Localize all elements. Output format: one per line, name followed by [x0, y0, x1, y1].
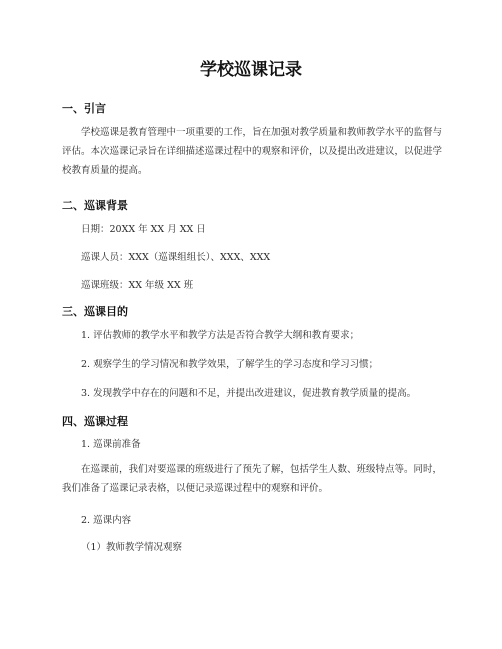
- process-step-2: 2. 巡课内容: [81, 515, 132, 526]
- section-heading-intro: 一、引言: [62, 102, 106, 115]
- document-title: 学校巡课记录: [200, 60, 302, 80]
- purpose-item-1: 1. 评估教师的教学水平和教学方法是否符合教学大纲和教育要求；: [81, 330, 360, 341]
- background-staff: 巡课人员：XXX（巡课组组长）、XXX、XXX: [81, 252, 271, 263]
- background-class: 巡课班级：XX 年级 XX 班: [81, 280, 194, 291]
- background-date: 日期：20XX 年 XX 月 XX 日: [81, 224, 206, 235]
- intro-paragraph: 学校巡课是教育管理中一项重要的工作，旨在加强对教学质量和教师教学水平的监督与评估。本次巡课记录旨在详细描述巡课过程中的观察和评价，以及提出改进建议，以促进学校教育质量的提高。: [62, 127, 443, 176]
- purpose-item-2: 2. 观察学生的学习情况和教学效果，了解学生的学习态度和学习习惯；: [81, 359, 379, 370]
- section-heading-process: 四、巡课过程: [62, 415, 128, 428]
- process-paragraph: 在巡课前，我们对要巡课的班级进行了预先了解，包括学生人数、班级特点等。同时，我们准备了巡课记录表格，以便记录巡课过程中的观察和评价。: [62, 464, 443, 494]
- process-sub-item-1: （1）教师教学情况观察: [81, 542, 183, 553]
- section-heading-background: 二、巡课背景: [62, 199, 128, 212]
- purpose-item-3: 3. 发现教学中存在的问题和不足，并提出改进建议，促进教育教学质量的提高。: [81, 388, 417, 399]
- process-step-1: 1. 巡课前准备: [81, 439, 141, 450]
- section-heading-purpose: 三、巡课目的: [62, 305, 128, 318]
